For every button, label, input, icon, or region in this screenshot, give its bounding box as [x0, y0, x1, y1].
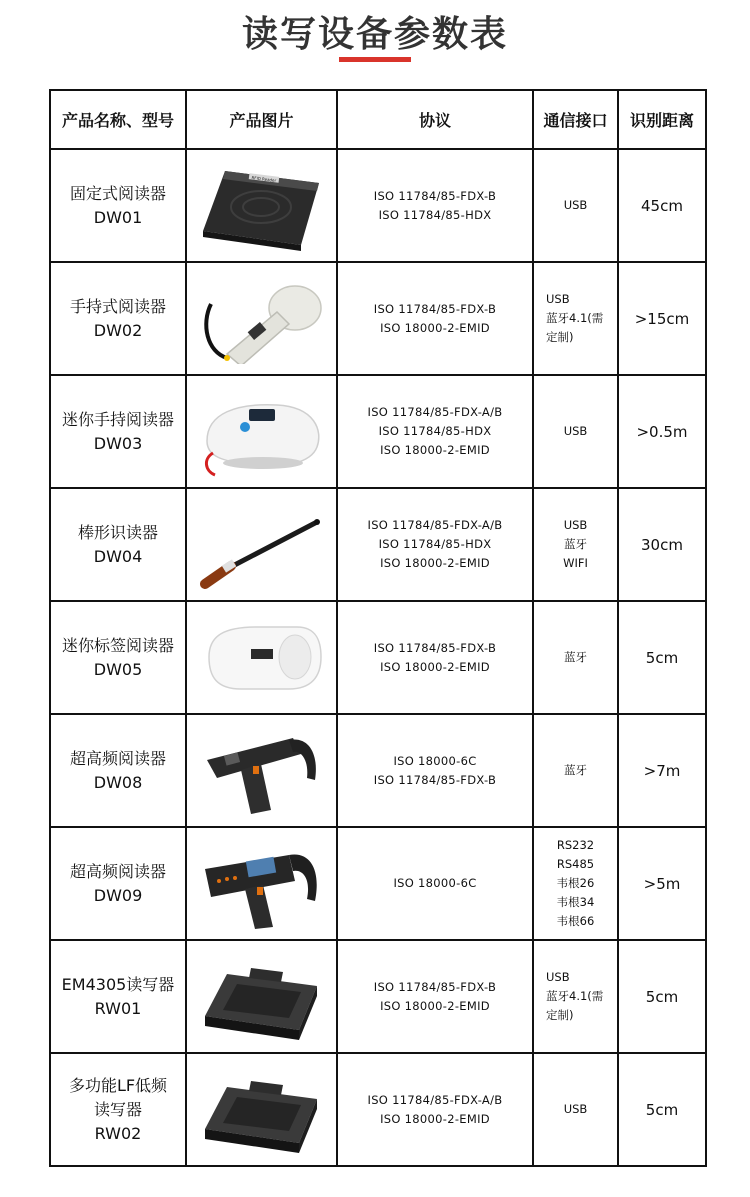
- comm-interface-line: USB: [563, 518, 588, 532]
- protocol-line: ISO 11784/85-HDX: [378, 537, 492, 551]
- comm-interface-line: 定制): [546, 330, 574, 344]
- header-comm: 通信接口: [533, 90, 618, 149]
- product-name-line: 迷你手持阅读器: [61, 409, 174, 429]
- comm-interface-cell: [533, 601, 618, 714]
- header-row: [50, 90, 706, 149]
- protocol-line: ISO 11784/85-HDX: [378, 424, 492, 438]
- product-name-line: 棒形识读器: [77, 522, 158, 542]
- protocol-line: ISO 11784/85-FDX-B: [373, 640, 497, 655]
- table-row: [50, 601, 706, 714]
- table-row: [50, 827, 706, 940]
- product-image-cell: [186, 601, 337, 714]
- product-name-line: RW01: [94, 998, 142, 1018]
- read-range-cell: 5cm: [618, 1053, 706, 1166]
- product-name-line: DW03: [93, 433, 143, 453]
- product-name-line: DW02: [93, 320, 143, 340]
- product-name-cell: [50, 262, 186, 375]
- product-name-cell: [50, 601, 186, 714]
- product-image-cell: [186, 375, 337, 488]
- comm-interface-cell: [533, 714, 618, 827]
- product-image-cell: [186, 1053, 337, 1166]
- protocol-cell: [337, 1053, 533, 1166]
- product-image-cell: [186, 940, 337, 1053]
- uhf-pistol-reader-icon: [197, 726, 327, 816]
- comm-interface-cell: [533, 940, 618, 1053]
- product-image-cell: [186, 488, 337, 601]
- read-range-cell: >5m: [618, 827, 706, 940]
- product-name-cell: [50, 714, 186, 827]
- product-name-line: 读写器: [93, 1099, 142, 1119]
- product-name-line: DW09: [93, 885, 143, 905]
- product-name-cell: [50, 375, 186, 488]
- product-image-cell: [186, 714, 337, 827]
- page-title: 读写设备参数表: [241, 14, 508, 55]
- comm-interface-line: 韦根34: [556, 895, 595, 909]
- comm-interface-line: USB: [563, 1102, 588, 1116]
- stick-reader-icon: [197, 500, 327, 590]
- header-range: 识别距离: [618, 90, 706, 149]
- comm-interface-cell: [533, 488, 618, 601]
- protocol-line: ISO 18000-2-EMID: [380, 1111, 490, 1126]
- protocol-line: ISO 11784/85-FDX-B: [373, 301, 497, 316]
- comm-interface-line: USB: [546, 292, 570, 306]
- protocol-cell: [337, 940, 533, 1053]
- comm-interface-cell: [533, 1053, 618, 1166]
- protocol-line: ISO 11784/85-FDX-B: [373, 979, 497, 994]
- title-underline: [339, 57, 411, 62]
- comm-interface-line: 蓝牙: [564, 763, 587, 777]
- comm-interface-line: 蓝牙: [564, 650, 587, 664]
- comm-interface-line: WIFI: [563, 556, 588, 570]
- table-row: [50, 488, 706, 601]
- protocol-line: ISO 11784/85-FDX-A/B: [367, 1092, 503, 1107]
- product-image-cell: [186, 149, 337, 262]
- header-name: 产品名称、型号: [50, 90, 186, 149]
- table-row: [50, 1053, 706, 1166]
- protocol-line: ISO 18000-2-EMID: [380, 998, 490, 1013]
- read-range-cell: 30cm: [618, 488, 706, 601]
- read-range-cell: 45cm: [618, 149, 706, 262]
- product-name-line: EM4305读写器: [61, 974, 175, 994]
- table-row: [50, 714, 706, 827]
- table-row: [50, 940, 706, 1053]
- protocol-cell: [337, 601, 533, 714]
- handheld-reader-icon: [197, 274, 327, 364]
- product-name-cell: [50, 827, 186, 940]
- read-range-cell: >0.5m: [618, 375, 706, 488]
- header-image: 产品图片: [186, 90, 337, 149]
- read-range-cell: >7m: [618, 714, 706, 827]
- product-image-cell: [186, 262, 337, 375]
- product-name-line: 超高频阅读器: [69, 861, 166, 881]
- protocol-line: ISO 11784/85-FDX-A/B: [367, 518, 503, 532]
- protocol-cell: [337, 149, 533, 262]
- read-range-cell: 5cm: [618, 601, 706, 714]
- product-name-cell: [50, 149, 186, 262]
- comm-interface-line: RS485: [556, 857, 595, 871]
- read-range-cell: >15cm: [618, 262, 706, 375]
- mini-tag-reader-icon: [197, 613, 327, 703]
- comm-interface-line: 韦根26: [556, 876, 595, 890]
- protocol-cell: [337, 714, 533, 827]
- uhf-terminal-reader-icon: [197, 839, 327, 929]
- comm-interface-line: 蓝牙: [564, 537, 587, 551]
- protocol-line: ISO 18000-2-EMID: [380, 659, 490, 674]
- product-image-cell: [186, 827, 337, 940]
- comm-interface-cell: [533, 375, 618, 488]
- protocol-cell: [337, 262, 533, 375]
- comm-interface-line: USB: [563, 198, 588, 212]
- protocol-cell: [337, 488, 533, 601]
- protocol-line: ISO 11784/85-FDX-B: [373, 188, 497, 203]
- product-name-line: 超高频阅读器: [69, 748, 166, 768]
- comm-interface-cell: [533, 149, 618, 262]
- protocol-line: ISO 18000-6C: [393, 753, 477, 768]
- desktop-writer-icon: [197, 1065, 327, 1155]
- protocol-cell: [337, 375, 533, 488]
- mini-handheld-reader-icon: [197, 387, 327, 477]
- comm-interface-cell: [533, 262, 618, 375]
- product-name-line: 迷你标签阅读器: [61, 635, 174, 655]
- protocol-line: ISO 18000-2-EMID: [380, 443, 490, 457]
- comm-interface-line: 蓝牙4.1(需: [546, 989, 604, 1003]
- product-name-line: 多功能LF低频: [68, 1075, 168, 1095]
- protocol-line: ISO 11784/85-HDX: [378, 207, 492, 222]
- table-row: [50, 149, 706, 262]
- product-name-line: 固定式阅读器: [69, 183, 166, 203]
- flat-panel-reader-icon: [197, 161, 327, 251]
- protocol-line: ISO 18000-2-EMID: [380, 320, 490, 335]
- protocol-line: ISO 18000-6C: [393, 876, 477, 890]
- product-name-cell: [50, 1053, 186, 1166]
- header-protocol: 协议: [337, 90, 533, 149]
- desktop-writer-icon: [197, 952, 327, 1042]
- protocol-cell: [337, 827, 533, 940]
- comm-interface-line: USB: [546, 970, 570, 984]
- comm-interface-line: 蓝牙4.1(需: [546, 311, 604, 325]
- protocol-line: ISO 11784/85-FDX-B: [373, 772, 497, 787]
- product-name-cell: [50, 488, 186, 601]
- product-name-line: DW04: [93, 546, 143, 566]
- product-name-line: DW05: [93, 659, 143, 679]
- product-name-line: DW08: [93, 772, 143, 792]
- protocol-line: ISO 11784/85-FDX-A/B: [367, 405, 503, 419]
- table-row: [50, 375, 706, 488]
- product-name-line: RW02: [94, 1123, 142, 1143]
- reader-label-text: RFID Reader: [250, 174, 276, 183]
- comm-interface-cell: [533, 827, 618, 940]
- product-name-line: 手持式阅读器: [69, 296, 166, 316]
- comm-interface-line: 定制): [546, 1008, 574, 1022]
- protocol-line: ISO 18000-2-EMID: [380, 556, 490, 570]
- table-row: [50, 262, 706, 375]
- product-name-line: DW01: [93, 207, 143, 227]
- read-range-cell: 5cm: [618, 940, 706, 1053]
- comm-interface-line: 韦根66: [556, 914, 595, 928]
- spec-table: [49, 89, 707, 1167]
- comm-interface-line: RS232: [556, 838, 595, 852]
- product-name-cell: [50, 940, 186, 1053]
- comm-interface-line: USB: [563, 424, 588, 438]
